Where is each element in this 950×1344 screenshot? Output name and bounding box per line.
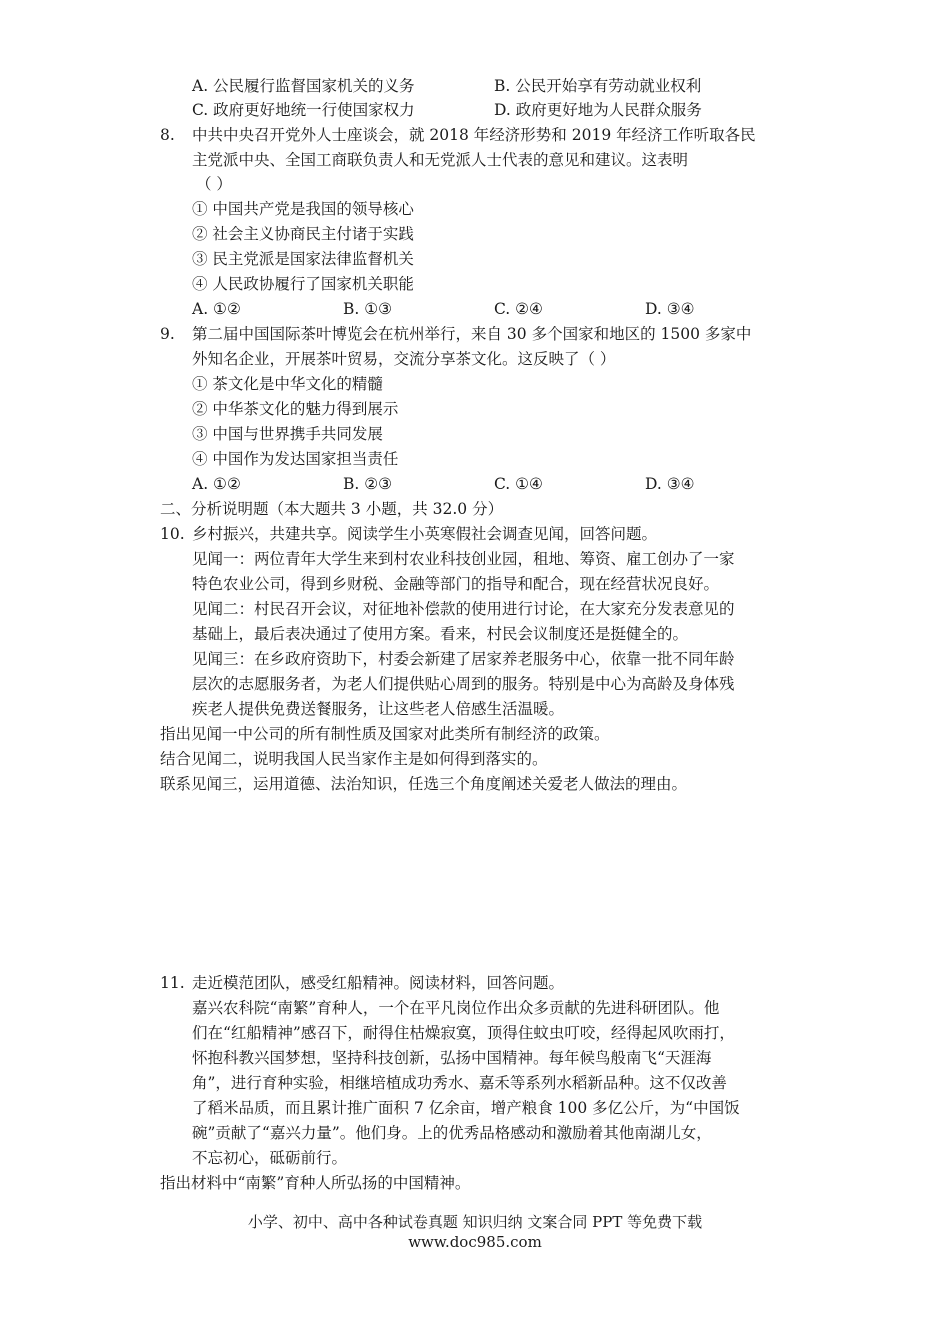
q10-number: 10. [160,525,185,543]
q8-option-c: C. ②④ [494,300,543,318]
q11-material-line3: 怀抱科教兴国梦想，坚持科技创新，弘扬中国精神。每年候鸟般南飞“天涯海 [192,1049,712,1067]
section-heading: 二、分析说明题（本大题共 3 小题，共 32.0 分） [160,500,504,518]
q11-material-line5: 了稻米品质，而且累计推广面积 7 亿余亩，增产粮食 100 多亿公斤，为“中国饭 [192,1099,740,1117]
q10-material-3-line2: 层次的志愿服务者，为老人们提供贴心周到的服务。特别是中心为高龄及身体残 [192,675,735,693]
q7-option-b: B. 公民开始享有劳动就业权利 [494,77,702,95]
q8-number: 8. [160,126,175,144]
q10-material-1-line1: 见闻一：两位青年大学生来到村农业科技创业园，租地、筹资、雇工创办了一家 [192,550,735,568]
q9-item-3: ③ 中国与世界携手共同发展 [192,425,383,443]
q9-number: 9. [160,325,175,343]
q11-material-line2: 们在“红船精神”感召下，耐得住枯燥寂寞，顶得住蚊虫叮咬，经得起风吹雨打， [192,1024,735,1042]
q8-item-4: ④ 人民政协履行了国家机关职能 [192,275,414,293]
q9-item-1: ① 茶文化是中华文化的精髓 [192,375,383,393]
q10-intro: 乡村振兴，共建共享。阅读学生小英寒假社会调查见闻，回答问题。 [192,525,658,543]
footer-website-link[interactable]: www.doc985.com [408,1233,542,1251]
footer-promo-text: 小学、初中、高中各种试卷真题 知识归纳 文案合同 PPT 等免费下载 [247,1213,703,1231]
q7-option-a: A. 公民履行监督国家机关的义务 [192,77,415,95]
q11-number: 11. [160,974,185,992]
q9-stem-line2: 外知名企业，开展茶叶贸易，交流分享茶文化。这反映了（ ） [192,350,616,368]
q10-material-1-line2: 特色农业公司，得到乡财税、金融等部门的指导和配合，现在经营状况良好。 [192,575,720,593]
q8-option-a: A. ①② [192,300,241,318]
q8-item-2: ② 社会主义协商民主付诸于实践 [192,225,414,243]
q10-question-1: 指出见闻一中公司的所有制性质及国家对此类所有制经济的政策。 [160,725,610,743]
q10-material-2-line1: 见闻二：村民召开会议，对征地补偿款的使用进行讨论，在大家充分发表意见的 [192,600,735,618]
q9-item-2: ② 中华茶文化的魅力得到展示 [192,400,399,418]
q10-question-2: 结合见闻二，说明我国人民当家作主是如何得到落实的。 [160,750,548,768]
q8-item-1: ① 中国共产党是我国的领导核心 [192,200,414,218]
q10-material-3-line3: 疾老人提供免费送餐服务，让这些老人倍感生活温暖。 [192,700,565,718]
q9-option-c: C. ①④ [494,475,543,493]
q11-material-line6: 碗”贡献了“嘉兴力量”。他们身。上的优秀品格感动和激励着其他南湖儿女， [192,1124,712,1142]
q9-stem-line1: 第二届中国国际茶叶博览会在杭州举行，来自 30 多个国家和地区的 1500 多家中 [192,325,752,343]
q11-material-line4: 角”，进行育种实验，相继培植成功秀水、嘉禾等系列水稻新品种。这不仅改善 [192,1074,727,1092]
q9-option-b: B. ②③ [343,475,393,493]
q11-material-line7: 不忘初心，砥砺前行。 [192,1149,348,1167]
q9-item-4: ④ 中国作为发达国家担当责任 [192,450,399,468]
q11-question-1: 指出材料中“南繁”育种人所弘扬的中国精神。 [160,1174,471,1192]
q10-question-3: 联系见闻三，运用道德、法治知识，任选三个角度阐述关爱老人做法的理由。 [160,775,688,793]
q9-option-d: D. ③④ [645,475,695,493]
q8-option-b: B. ①③ [343,300,393,318]
q11-intro: 走近模范团队，感受红船精神。阅读材料，回答问题。 [192,974,565,992]
q7-option-c: C. 政府更好地统一行使国家权力 [192,101,415,119]
q9-option-a: A. ①② [192,475,241,493]
q8-stem-line2: 主党派中央、全国工商联负责人和无党派人士代表的意见和建议。这表明 [192,151,689,169]
q8-answer-blank: （ ） [196,175,232,193]
q10-material-3-line1: 见闻三：在乡政府资助下，村委会新建了居家养老服务中心，依靠一批不同年龄 [192,650,735,668]
q11-material-line1: 嘉兴农科院“南繁”育种人，一个在平凡岗位作出众多贡献的先进科研团队。他 [192,999,720,1017]
q8-item-3: ③ 民主党派是国家法律监督机关 [192,250,414,268]
q10-material-2-line2: 基础上，最后表决通过了使用方案。看来，村民会议制度还是挺健全的。 [192,625,689,643]
q8-stem-line1: 中共中央召开党外人士座谈会，就 2018 年经济形势和 2019 年经济工作听取各民 [192,126,756,144]
q8-option-d: D. ③④ [645,300,695,318]
q7-option-d: D. 政府更好地为人民群众服务 [494,101,702,119]
